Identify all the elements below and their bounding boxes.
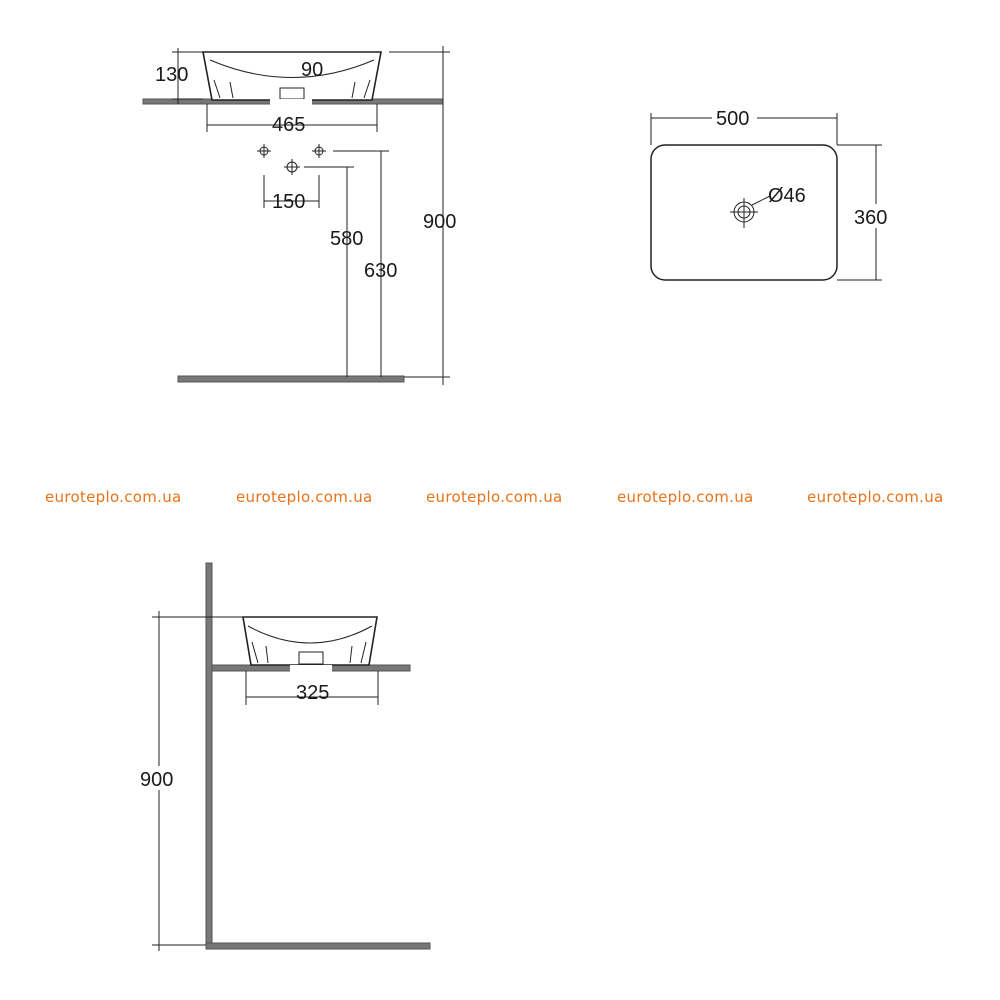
side-view: [138, 563, 430, 951]
watermark-row: [45, 488, 944, 506]
watermark-text: euroteplo.com.ua: [426, 488, 563, 506]
waste-outlet: [280, 88, 304, 99]
dim-waste-height: 580: [330, 228, 364, 250]
watermark-text: euroteplo.com.ua: [617, 488, 754, 506]
cutout-gap: [270, 99, 312, 105]
dim-basin-width: 500: [716, 108, 750, 130]
watermark-text: euroteplo.com.ua: [236, 488, 373, 506]
front-view: [143, 46, 456, 385]
dim-overall-height-side: 900: [140, 769, 174, 791]
floor-slab: [178, 376, 404, 382]
watermark-text: euroteplo.com.ua: [45, 488, 182, 506]
dim-overall-height-front: 900: [423, 211, 457, 233]
dim-supply-height: 630: [364, 260, 398, 282]
dim-waste-offset: 90: [301, 59, 324, 81]
watermark-text: euroteplo.com.ua: [807, 488, 944, 506]
dim-cutout-width: 465: [272, 114, 306, 136]
floor-slab-side: [206, 943, 430, 949]
waste-position: [284, 159, 300, 175]
wall-slab: [206, 563, 212, 949]
dim-cutout-depth: 325: [296, 682, 330, 704]
waste-outlet-side: [299, 652, 323, 664]
tap-position-left: [257, 144, 271, 158]
dim-basin-depth: 360: [854, 207, 888, 229]
dim-waste-diameter: Ø46: [768, 185, 806, 207]
cutout-gap-side: [290, 665, 332, 672]
plan-view: [651, 106, 898, 280]
dim-tap-spacing: 150: [272, 191, 306, 213]
tap-position-right: [312, 144, 326, 158]
dim-bowl-height: 130: [155, 64, 189, 86]
